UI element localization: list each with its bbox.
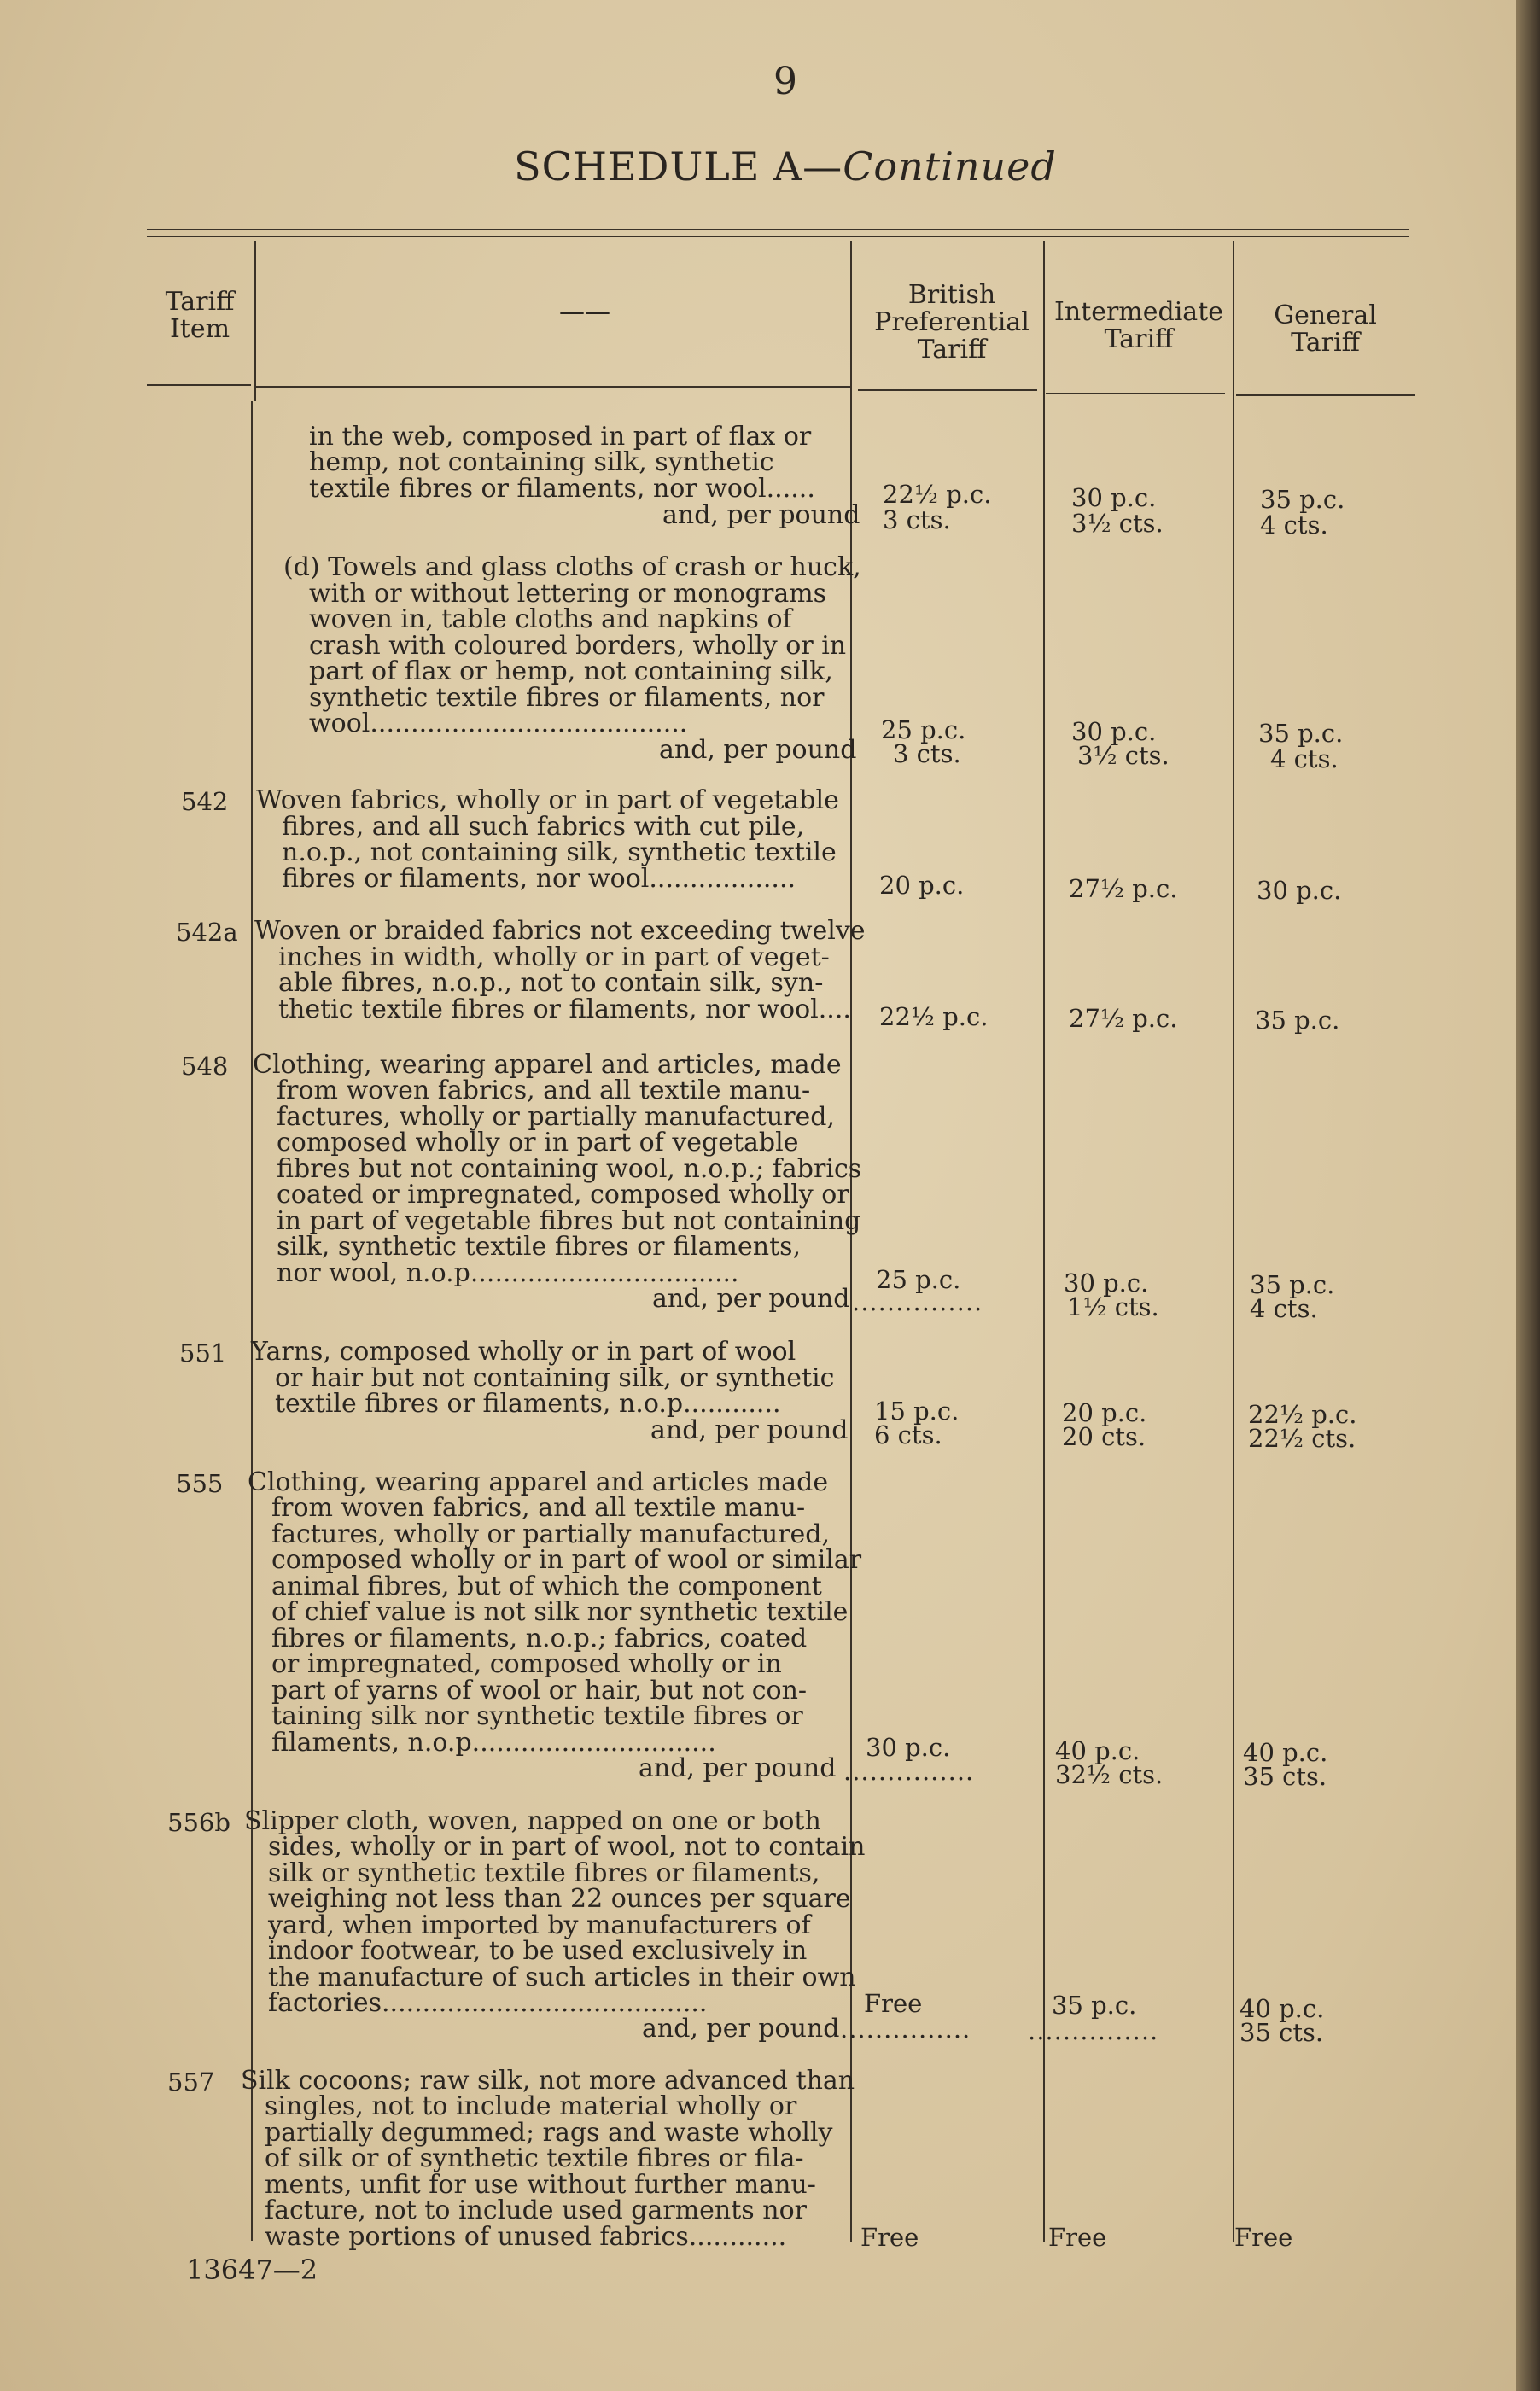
british-rate: 25 p.c.: [876, 1265, 961, 1294]
entry-line: fibres, and all such fabrics with cut pile,: [282, 812, 805, 842]
entry-line: taining silk nor synthetic textile fibres or: [271, 1701, 803, 1731]
entry-line: part of flax or hemp, not containing silk,: [309, 656, 833, 686]
entry-line: from woven fabrics, and all textile manu-: [277, 1076, 811, 1105]
intermediate-rate: 32½ cts.: [1055, 1760, 1164, 1789]
general-rate: 4 cts.: [1250, 1294, 1318, 1323]
general-rate: 35 p.c.: [1255, 1006, 1340, 1035]
general-rate: 40 p.c.: [1240, 1994, 1325, 2023]
header-description: ——: [559, 297, 610, 327]
entry-line: from woven fabrics, and all textile manu-: [271, 1493, 806, 1523]
entry-line: sides, wholly or in part of wool, not to contain: [268, 1832, 866, 1862]
general-rate: Free: [1234, 2223, 1293, 2252]
british-rate: Free: [864, 1989, 923, 2018]
british-rate: 22½ p.c.: [883, 480, 992, 509]
entry-line: indoor footwear, to be used exclusively in: [268, 1936, 808, 1966]
british-rate: 20 p.c.: [879, 871, 965, 900]
entry-line: Yarns, composed wholly or in part of wool: [251, 1337, 796, 1367]
tariff-item-number: 542: [181, 787, 229, 816]
entry-line: inches in width, wholly or in part of veget-: [278, 942, 830, 972]
british-rate: 6 cts.: [874, 1420, 942, 1449]
header-underline-british: [858, 389, 1037, 391]
book-spine-shadow: [1516, 0, 1540, 2391]
col-rule-item-header: [254, 241, 256, 401]
entry-line: synthetic textile fibres or filaments, nor: [309, 683, 825, 713]
entry-line: weighing not less than 22 ounces per square: [268, 1884, 851, 1914]
british-leader-dots: ...............: [843, 1757, 975, 1786]
intermediate-rate: 20 cts.: [1062, 1422, 1146, 1451]
general-rate: 22½ p.c.: [1248, 1400, 1357, 1429]
top-rule-2: [147, 236, 1409, 237]
entry-line: partially degummed; rags and waste wholly: [265, 2118, 833, 2148]
entry-line: n.o.p., not containing silk, synthetic textile: [282, 837, 837, 867]
general-rate: 35 cts.: [1240, 2018, 1324, 2047]
entry-line: facture, not to include used garments nor: [265, 2196, 807, 2225]
british-leader-dots: ...............: [852, 1287, 983, 1316]
general-rate: 4 cts.: [1270, 744, 1339, 773]
entry-line: crash with coloured borders, wholly or in: [309, 631, 847, 661]
entry-line: factures, wholly or partially manufactured,: [277, 1102, 836, 1132]
entry-line: composed wholly or in part of vegetable: [277, 1128, 799, 1158]
intermediate-rate: 30 p.c.: [1064, 1268, 1149, 1298]
entry-line: or hair but not containing silk, or synthetic: [275, 1363, 835, 1393]
british-rate: 22½ p.c.: [879, 1002, 989, 1031]
entry-line: Slipper cloth, woven, napped on one or both: [244, 1806, 821, 1836]
entry-line: of chief value is not silk nor synthetic textile: [271, 1597, 849, 1627]
general-rate: 35 p.c.: [1250, 1270, 1335, 1299]
header-underline-intermediate: [1046, 393, 1225, 394]
page-number: 9: [773, 60, 797, 103]
header-underline-description: [256, 386, 852, 388]
tariff-item-number: 542a: [176, 918, 238, 947]
tariff-item-number: 555: [176, 1469, 224, 1498]
entry-line: composed wholly or in part of wool or similar: [271, 1545, 862, 1575]
british-rate: 3 cts.: [893, 739, 961, 768]
title-main: SCHEDULE A—: [514, 143, 843, 190]
british-rate: 25 p.c.: [881, 715, 966, 744]
top-rule-1: [147, 229, 1409, 230]
entry-line: and, per pound: [659, 735, 857, 765]
general-rate: 22½ cts.: [1248, 1424, 1356, 1453]
british-rate: 30 p.c.: [866, 1733, 951, 1762]
general-rate: 35 p.c.: [1258, 719, 1344, 748]
entry-line: Clothing, wearing apparel and articles made: [248, 1467, 829, 1497]
entry-line: the manufacture of such articles in their own: [268, 1962, 856, 1992]
entry-line: wool.......................................: [309, 709, 688, 738]
header-underline-general: [1236, 394, 1415, 396]
intermediate-rate: 35 p.c.: [1052, 1991, 1137, 2020]
entry-line: filaments, n.o.p..............................: [271, 1728, 716, 1758]
page-title: [341, 143, 1229, 190]
header-tariff-item: Tariff Item: [165, 287, 235, 344]
entry-line: textile fibres or filaments, n.o.p............: [275, 1389, 781, 1419]
col-rule-british: [1043, 241, 1045, 2242]
header-general: General Tariff: [1274, 300, 1377, 358]
header-british-preferential: British Preferential Tariff: [874, 280, 1030, 364]
entry-line: Clothing, wearing apparel and articles, made: [253, 1050, 842, 1080]
header-underline-item: [147, 384, 251, 386]
entry-line: of silk or of synthetic textile fibres or fila-: [265, 2143, 804, 2173]
british-rate: 15 p.c.: [874, 1397, 960, 1426]
intermediate-rate: 3½ cts.: [1077, 741, 1170, 770]
intermediate-rate: 40 p.c.: [1055, 1736, 1140, 1765]
header-intermediate: Intermediate Tariff: [1053, 297, 1224, 354]
intermediate-rate: 1½ cts.: [1067, 1292, 1159, 1321]
entry-line: yard, when imported by manufacturers of: [268, 1910, 811, 1940]
entry-line: (d) Towels and glass cloths of crash or huck,: [283, 552, 861, 582]
tariff-item-number: 556b: [167, 1808, 230, 1837]
col-rule-item: [251, 401, 253, 2241]
intermediate-rate: 30 p.c.: [1071, 483, 1157, 512]
tariff-item-number: 551: [179, 1338, 227, 1368]
entry-line: factories........................................: [268, 1988, 708, 2018]
intermediate-rate: 20 p.c.: [1062, 1398, 1147, 1427]
entry-line: and, per pound: [642, 2014, 840, 2044]
entry-line: Woven or braided fabrics not exceeding twelve: [254, 916, 866, 946]
entry-line: with or without lettering or monograms: [309, 579, 827, 609]
intermediate-rate: 27½ p.c.: [1069, 874, 1178, 903]
tariff-item-number: 548: [181, 1052, 229, 1081]
col-rule-intermediate: [1233, 241, 1234, 2242]
entry-line: singles, not to include material wholly or: [265, 2091, 797, 2121]
entry-line: silk or synthetic textile fibres or filaments,: [268, 1858, 820, 1888]
general-rate: 35 cts.: [1243, 1762, 1327, 1791]
entry-line: in the web, composed in part of flax or: [309, 422, 812, 452]
general-rate: 35 p.c.: [1260, 485, 1345, 514]
entry-line: and, per pound: [639, 1753, 837, 1783]
entry-line: fibres or filaments, nor wool..................: [282, 864, 796, 894]
entry-line: silk, synthetic textile fibres or filaments,: [277, 1232, 802, 1262]
entry-line: part of yarns of wool or hair, but not con-: [271, 1676, 808, 1706]
entry-line: ments, unfit for use without further manu-: [265, 2170, 816, 2200]
general-rate: 30 p.c.: [1257, 876, 1342, 905]
entry-line: textile fibres or filaments, nor wool......: [309, 474, 815, 504]
entry-line: Silk cocoons; raw silk, not more advanced than: [241, 2066, 855, 2096]
entry-line: or impregnated, composed wholly or in: [271, 1649, 782, 1679]
british-rate: 3 cts.: [883, 505, 951, 534]
entry-line: and, per pound: [652, 1284, 850, 1314]
entry-line: thetic textile fibres or filaments, nor wool....: [278, 994, 851, 1024]
general-rate: 40 p.c.: [1243, 1738, 1328, 1767]
intermediate-rate: 27½ p.c.: [1069, 1004, 1178, 1033]
intermediate-rate: 30 p.c.: [1071, 717, 1157, 746]
entry-line: Woven fabrics, wholly or in part of vegetable: [256, 785, 839, 815]
entry-line: hemp, not containing silk, synthetic: [309, 447, 774, 477]
entry-line: animal fibres, but of which the component: [271, 1572, 822, 1601]
entry-line: factures, wholly or partially manufactured,: [271, 1519, 831, 1549]
entry-line: woven in, table cloths and napkins of: [309, 604, 792, 634]
entry-line: and, per pound: [662, 500, 860, 530]
footer-print-code: 13647—2: [186, 2254, 318, 2286]
entry-line: and, per pound: [650, 1415, 849, 1445]
tariff-item-number: 557: [167, 2067, 215, 2096]
entry-line: coated or impregnated, composed wholly or: [277, 1180, 849, 1210]
intermediate-leader-dots: ...............: [1028, 2016, 1159, 2045]
title-italic: Continued: [843, 143, 1057, 190]
entry-line: fibres or filaments, n.o.p.; fabrics, coated: [271, 1624, 808, 1653]
entry-line: fibres but not containing wool, n.o.p.; fabrics: [277, 1154, 862, 1184]
intermediate-rate: Free: [1048, 2223, 1107, 2252]
intermediate-rate: 3½ cts.: [1071, 509, 1164, 538]
british-rate: Free: [860, 2223, 919, 2252]
entry-line: in part of vegetable fibres but not containing: [277, 1206, 861, 1236]
entry-line: able fibres, n.o.p., not to contain silk, syn-: [278, 968, 824, 998]
col-rule-description: [850, 241, 852, 2242]
entry-line: nor wool, n.o.p.................................: [277, 1258, 739, 1288]
british-leader-dots: ...............: [840, 2015, 971, 2044]
general-rate: 4 cts.: [1260, 510, 1328, 539]
entry-line: waste portions of unused fabrics............: [265, 2222, 787, 2252]
